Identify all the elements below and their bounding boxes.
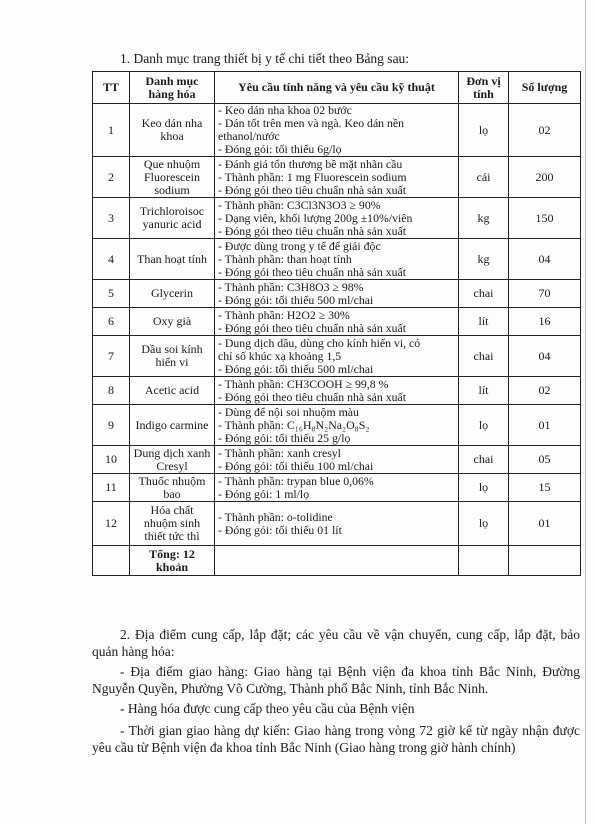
table-header-row bbox=[93, 72, 581, 104]
item-requirements bbox=[215, 239, 459, 280]
table-row bbox=[93, 239, 581, 280]
header-name: Danh mục hàng hóa bbox=[130, 72, 215, 104]
row-number: 2 bbox=[93, 157, 130, 198]
item-unit: lít bbox=[459, 377, 509, 405]
requirement-line: - Thành phần: CH3COOH ≥ 99,8 % bbox=[218, 376, 389, 391]
header-unit: Đơn vị tính bbox=[459, 72, 509, 104]
row-number: 8 bbox=[93, 377, 130, 405]
requirement-line: - Đóng gói: tối thiểu 6g/lọ bbox=[218, 142, 342, 156]
delivery-time: - Thời gian giao hàng dự kiến: Giao hàng trong vòng 72 giờ kể từ ngày nhận được yêu cầu từ Bệnh viện đa khoa tỉnh Bắc Ninh (Giao hàng trong giờ hành chính) bbox=[92, 723, 580, 755]
equipment-table bbox=[92, 71, 581, 576]
item-unit: lọ bbox=[459, 474, 509, 502]
requirement-line: chỉ số khúc xạ khoảng 1,5 bbox=[218, 348, 342, 363]
table-row bbox=[93, 336, 581, 377]
item-requirements bbox=[215, 280, 459, 308]
table-body bbox=[93, 104, 581, 576]
table-row bbox=[93, 502, 581, 546]
table-row bbox=[93, 198, 581, 239]
header-tt: TT bbox=[93, 72, 130, 104]
goods-note: - Hàng hóa được cung cấp theo yêu cầu của Bệnh viện bbox=[120, 701, 415, 716]
page-edge bbox=[585, 0, 586, 824]
total-row bbox=[93, 546, 581, 576]
requirement-line: - Thành phần: trypan blue 0,06% bbox=[218, 473, 374, 488]
row-number: 10 bbox=[93, 446, 130, 474]
item-name: Acetic acid bbox=[130, 377, 215, 405]
delivery-location: - Địa điểm giao hàng: Giao hàng tại Bệnh viện đa khoa tỉnh Bắc Ninh, Đường Nguyễn Quyền, Phường Võ Cường, Thành phố Bắc Ninh, tỉnh Bắc Ninh. bbox=[92, 664, 580, 696]
header-quantity: Số lượng bbox=[509, 72, 581, 104]
item-unit: lọ bbox=[459, 104, 509, 157]
table-row bbox=[93, 474, 581, 502]
row-number: 11 bbox=[93, 474, 130, 502]
item-requirements bbox=[215, 405, 459, 446]
item-requirements bbox=[215, 502, 459, 546]
requirement-line: - Đóng gói theo tiêu chuẩn nhà sản xuất bbox=[218, 389, 407, 404]
requirement-line: - Đóng gói: 1 ml/lọ bbox=[218, 486, 310, 501]
item-name: Thuốc nhuộm bao bbox=[130, 474, 215, 502]
item-name: Than hoạt tính bbox=[130, 239, 215, 280]
item-unit: chai bbox=[459, 446, 509, 474]
item-name: Keo dán nha khoa bbox=[130, 104, 215, 157]
item-name: Dầu soi kính hiển vi bbox=[130, 336, 215, 377]
item-name: Dung dịch xanh Cresyl bbox=[130, 446, 215, 474]
requirement-line: - Thành phần: xanh cresyl bbox=[218, 445, 341, 460]
table-row bbox=[93, 377, 581, 405]
section1-heading: 1. Danh mục trang thiết bị y tế chi tiết theo Bảng sau: bbox=[120, 51, 410, 66]
item-quantity: 05 bbox=[509, 446, 581, 474]
row-number: 4 bbox=[93, 239, 130, 280]
item-name: Oxy già bbox=[130, 308, 215, 336]
table-row bbox=[93, 446, 581, 474]
empty-cell bbox=[215, 546, 459, 576]
requirement-line: - Đóng gói: tối thiểu 25 g/lọ bbox=[218, 430, 351, 445]
item-name: Trichloroisoc yanuric acid bbox=[130, 198, 215, 239]
item-requirements bbox=[215, 377, 459, 405]
requirement-line: - Keo dán nha khoa 02 bước bbox=[218, 103, 352, 117]
item-quantity: 150 bbox=[509, 198, 581, 239]
row-number: 3 bbox=[93, 198, 130, 239]
item-name: Glycerin bbox=[130, 280, 215, 308]
item-quantity: 01 bbox=[509, 502, 581, 546]
requirement-line: - Dạng viên, khối lượng 200g ±10%/viên bbox=[218, 210, 413, 225]
item-unit: lọ bbox=[459, 502, 509, 546]
item-requirements bbox=[215, 474, 459, 502]
item-name: Indigo carmine bbox=[130, 405, 215, 446]
total-label: Tổng: 12 khoản bbox=[130, 546, 215, 576]
item-quantity: 15 bbox=[509, 474, 581, 502]
item-name: Que nhuộm Fluorescein sodium bbox=[130, 157, 215, 198]
section2-heading: 2. Địa điểm cung cấp, lắp đặt; các yêu cầu về vận chuyển, cung cấp, lắp đặt, bảo quản hàng hóa: bbox=[92, 627, 580, 659]
item-quantity: 01 bbox=[509, 405, 581, 446]
empty-cell bbox=[93, 546, 130, 576]
header-requirements: Yêu cầu tính năng và yêu cầu kỹ thuật bbox=[215, 72, 459, 104]
requirement-line: - Thành phần: H2O2 ≥ 30% bbox=[218, 307, 350, 322]
empty-cell bbox=[509, 546, 581, 576]
item-requirements bbox=[215, 104, 459, 157]
item-requirements bbox=[215, 308, 459, 336]
item-unit: chai bbox=[459, 336, 509, 377]
requirement-line: - Đóng gói theo tiêu chuẩn nhà sản xuất bbox=[218, 223, 407, 238]
requirement-line: - Thành phần: C₁₆H₈N₂Na₂O₈S₂ bbox=[218, 417, 370, 432]
row-number: 12 bbox=[93, 502, 130, 546]
requirement-line: - Đánh giá tổn thương bề mặt nhãn cầu bbox=[218, 156, 403, 171]
item-unit: kg bbox=[459, 239, 509, 280]
item-quantity: 02 bbox=[509, 104, 581, 157]
item-quantity: 16 bbox=[509, 308, 581, 336]
item-name: Hóa chất nhuộm sinh thiết tức thì bbox=[130, 502, 215, 546]
requirement-line: - Thành phần: C3H8O3 ≥ 98% bbox=[218, 279, 364, 294]
item-requirements bbox=[215, 336, 459, 377]
item-unit: lít bbox=[459, 308, 509, 336]
table-row bbox=[93, 308, 581, 336]
row-number: 5 bbox=[93, 280, 130, 308]
row-number: 6 bbox=[93, 308, 130, 336]
requirement-line: - Đóng gói theo tiêu chuẩn nhà sản xuất bbox=[218, 264, 407, 279]
requirement-line: - Thành phần: o-tolidine bbox=[218, 509, 333, 524]
requirement-line: - Đóng gói: tối thiểu 500 ml/chai bbox=[218, 292, 374, 307]
requirement-line: - Dán tốt trên men và ngà. Keo dán nền bbox=[218, 116, 405, 130]
item-quantity: 200 bbox=[509, 157, 581, 198]
item-requirements bbox=[215, 446, 459, 474]
row-number: 9 bbox=[93, 405, 130, 446]
requirement-line: - Đóng gói: tối thiểu 100 ml/chai bbox=[218, 458, 374, 473]
item-unit: cái bbox=[459, 157, 509, 198]
requirement-line: - Đóng gói theo tiêu chuẩn nhà sản xuất bbox=[218, 320, 407, 335]
row-number: 1 bbox=[93, 104, 130, 157]
requirement-line: - Đóng gói: tối thiểu 500 ml/chai bbox=[218, 361, 374, 376]
requirement-line: - Dung dịch dầu, dùng cho kính hiển vi, có bbox=[218, 335, 421, 350]
item-requirements bbox=[215, 157, 459, 198]
requirement-line: - Đóng gói: tối thiểu 01 lít bbox=[218, 522, 342, 537]
table-row bbox=[93, 157, 581, 198]
item-quantity: 70 bbox=[509, 280, 581, 308]
requirement-line: - Thành phần: than hoạt tính bbox=[218, 251, 352, 266]
item-quantity: 04 bbox=[509, 336, 581, 377]
requirement-line: - Thành phần: C3Cl3N3O3 ≥ 90% bbox=[218, 197, 381, 212]
requirement-line: - Dùng để nội soi nhuộm màu bbox=[218, 404, 359, 419]
requirement-line: - Thành phần: 1 mg Fluorescein sodium bbox=[218, 169, 407, 184]
table-row bbox=[93, 405, 581, 446]
empty-cell bbox=[459, 546, 509, 576]
item-requirements bbox=[215, 198, 459, 239]
requirement-line: - Được dùng trong y tế để giải độc bbox=[218, 238, 381, 253]
table-row bbox=[93, 280, 581, 308]
requirement-line: - Đóng gói theo tiêu chuẩn nhà sản xuất bbox=[218, 182, 407, 197]
item-quantity: 04 bbox=[509, 239, 581, 280]
item-unit: lọ bbox=[459, 405, 509, 446]
requirement-line: ethanol/nước bbox=[218, 129, 280, 143]
item-unit: kg bbox=[459, 198, 509, 239]
item-unit: chai bbox=[459, 280, 509, 308]
row-number: 7 bbox=[93, 336, 130, 377]
table-row bbox=[93, 104, 581, 157]
item-quantity: 02 bbox=[509, 377, 581, 405]
